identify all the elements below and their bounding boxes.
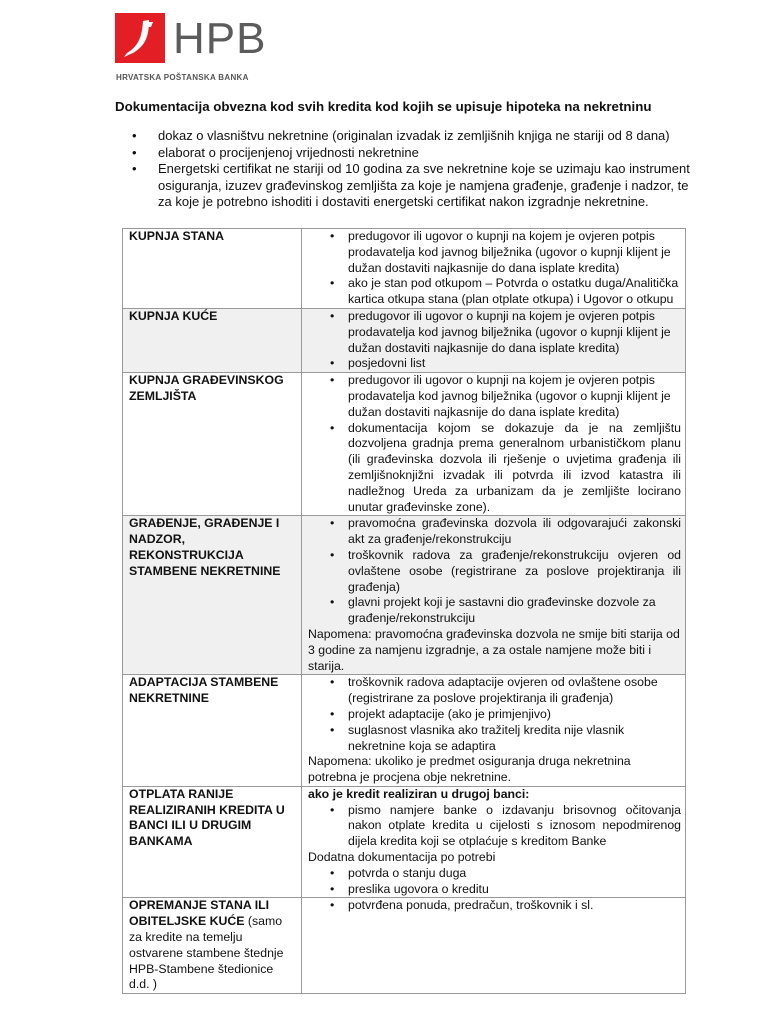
hpb-wordmark: HPB	[173, 14, 267, 63]
list-item: • elaborat o procijenjenoj vrijednosti nekretnine	[128, 145, 696, 162]
list-item: • posjedovni list	[308, 356, 681, 372]
row-intro: ako je kredit realiziran u drugoj banci:	[308, 786, 530, 801]
hpb-logo-mark	[115, 13, 165, 63]
hpb-logo-swoosh-icon	[115, 13, 165, 63]
row-label-title: OPREMANJE STANA ILI OBITELJSKE KUĆE	[129, 898, 270, 929]
list-item: • predugovor ili ugovor o kupnji na kojem je ovjeren potpis prodavatelja kod javnog bilježnika (ugovor o kupnji klijent je dužan dostaviti najkasnije do dana isplate kredita)	[308, 229, 681, 276]
hpb-logo	[115, 13, 285, 83]
list-item: • troškovnik radova za građenje/rekonstrukciju ovjeren od ovlaštene osobe (registrirane za poslove projektiranja ili građenja)	[308, 548, 681, 595]
table-row	[123, 786, 686, 898]
row-label: KUPNJA GRAĐEVINSKOG ZEMLJIŠTA	[123, 373, 302, 516]
list-item: • dokaz o vlasništvu nekretnine (originalan izvadak iz zemljišnih knjiga ne stariji od 8 dana)	[128, 128, 696, 145]
row-label	[123, 898, 302, 994]
row-content	[302, 675, 686, 787]
list-item: • ako je stan pod otkupom – Potvrda o ostatku duga/Analitička kartica otkupa stana (plan otplate otkupa) i Ugovor o otkupu	[308, 276, 681, 308]
list-item: • preslika ugovora o kreditu	[308, 882, 681, 898]
list-item: • suglasnost vlasnika ako tražitelj kredita nije vlasnik nekretnine koja se adaptira	[308, 723, 681, 755]
row-label: KUPNJA KUĆE	[123, 308, 302, 372]
list-item: • glavni projekt koji je sastavni dio građevinske dozvole za građenje/rekonstrukciju	[308, 595, 681, 627]
row-content	[302, 308, 686, 372]
list-item: • pismo namjere banke o izdavanju brisovnog očitovanja nakon otplate kredita u cijelosti s iznosom nepodmirenog dijela kredita koji se otplaćuje s kreditom Banke	[308, 803, 681, 850]
page-title: Dokumentacija obvezna kod svih kredita kod kojih se upisuje hipoteka na nekretninu	[115, 99, 652, 114]
row-label: OTPLATA RANIJE REALIZIRANIH KREDITA U BANCI ILI U DRUGIM BANKAMA	[123, 786, 302, 898]
hpb-bank-name: HRVATSKA POŠTANSKA BANKA	[116, 73, 249, 82]
list-item: • Energetski certifikat ne stariji od 10 godina za sve nekretnine koje se uzimaju kao instrument osiguranja, izuzev građevinskog zemljišta za koje je namjena građenje, građenje i nadzor, te za koje je potrebno ishoditi i dostaviti energetski certifikat nakon izgradnje nekretnine.	[128, 161, 696, 211]
list-item: • pravomoćna građevinska dozvola ili odgovarajući zakonski akt za građenje/rekonstrukciju	[308, 516, 681, 548]
list-item: • predugovor ili ugovor o kupnji na kojem je ovjeren potpis prodavatelja kod javnog bilježnika (ugovor o kupnji klijent je dužan dostaviti najkasnije do dana isplate kredita)	[308, 309, 681, 356]
list-item: • potvrđena ponuda, predračun, troškovnik i sl.	[308, 898, 681, 914]
list-item: • potvrda o stanju duga	[308, 866, 681, 882]
row-label: ADAPTACIJA STAMBENE NEKRETNINE	[123, 675, 302, 787]
row-content	[302, 229, 686, 309]
row-content	[302, 373, 686, 516]
row-note: Napomena: pravomoćna građevinska dozvola ne smije biti starija od 3 godine za namjenu izgradnje, a za ostale namjene može biti i starija.	[308, 626, 680, 673]
list-item: • dokumentacija kojom se dokazuje da je na zemljištu dozvoljena gradnja prema generalnom urbanističkom planu (ili građevinska dozvola ili rješenje o uvjetima građenja ili zemljišnoknjižni izvadak ili potvrda ili izvod katastra ili nadležnog Ureda za urbanizam da je zemljište locirano unutar građevinske zone).	[308, 421, 681, 516]
row-label: GRAĐENJE, GRAĐENJE I NADZOR, REKONSTRUKCIJA STAMBENE NEKRETNINE	[123, 516, 302, 675]
table-row	[123, 308, 686, 372]
general-doc-list	[128, 128, 696, 211]
table-row	[123, 675, 686, 787]
list-item: • troškovnik radova adaptacije ovjeren od ovlaštene osobe (registrirane za poslove projektiranja ili građenja)	[308, 675, 681, 707]
row-content	[302, 516, 686, 675]
list-item: • projekt adaptacije (ako je primjenjivo)	[308, 707, 681, 723]
table-row	[123, 229, 686, 309]
table-row	[123, 373, 686, 516]
row-label: KUPNJA STANA	[123, 229, 302, 309]
row-content	[302, 898, 686, 994]
table-row	[123, 516, 686, 675]
row-extra-heading: Dodatna dokumentacija po potrebi	[308, 850, 496, 865]
list-item: • predugovor ili ugovor o kupnji na kojem je ovjeren potpis prodavatelja kod javnog bilježnika (ugovor o kupnji klijent je dužan dostaviti najkasnije do dana isplate kredita)	[308, 373, 681, 420]
row-note: Napomena: ukoliko je predmet osiguranja druga nekretnina potrebna je procjena obje nekretnine.	[308, 754, 631, 785]
table-row	[123, 898, 686, 994]
row-content	[302, 786, 686, 898]
loan-docs-table	[122, 228, 686, 994]
row-label-note: (samo za kredite na temelju ostvarene stambene štednje HPB-Stambene štedionice d.d. )	[129, 914, 284, 992]
